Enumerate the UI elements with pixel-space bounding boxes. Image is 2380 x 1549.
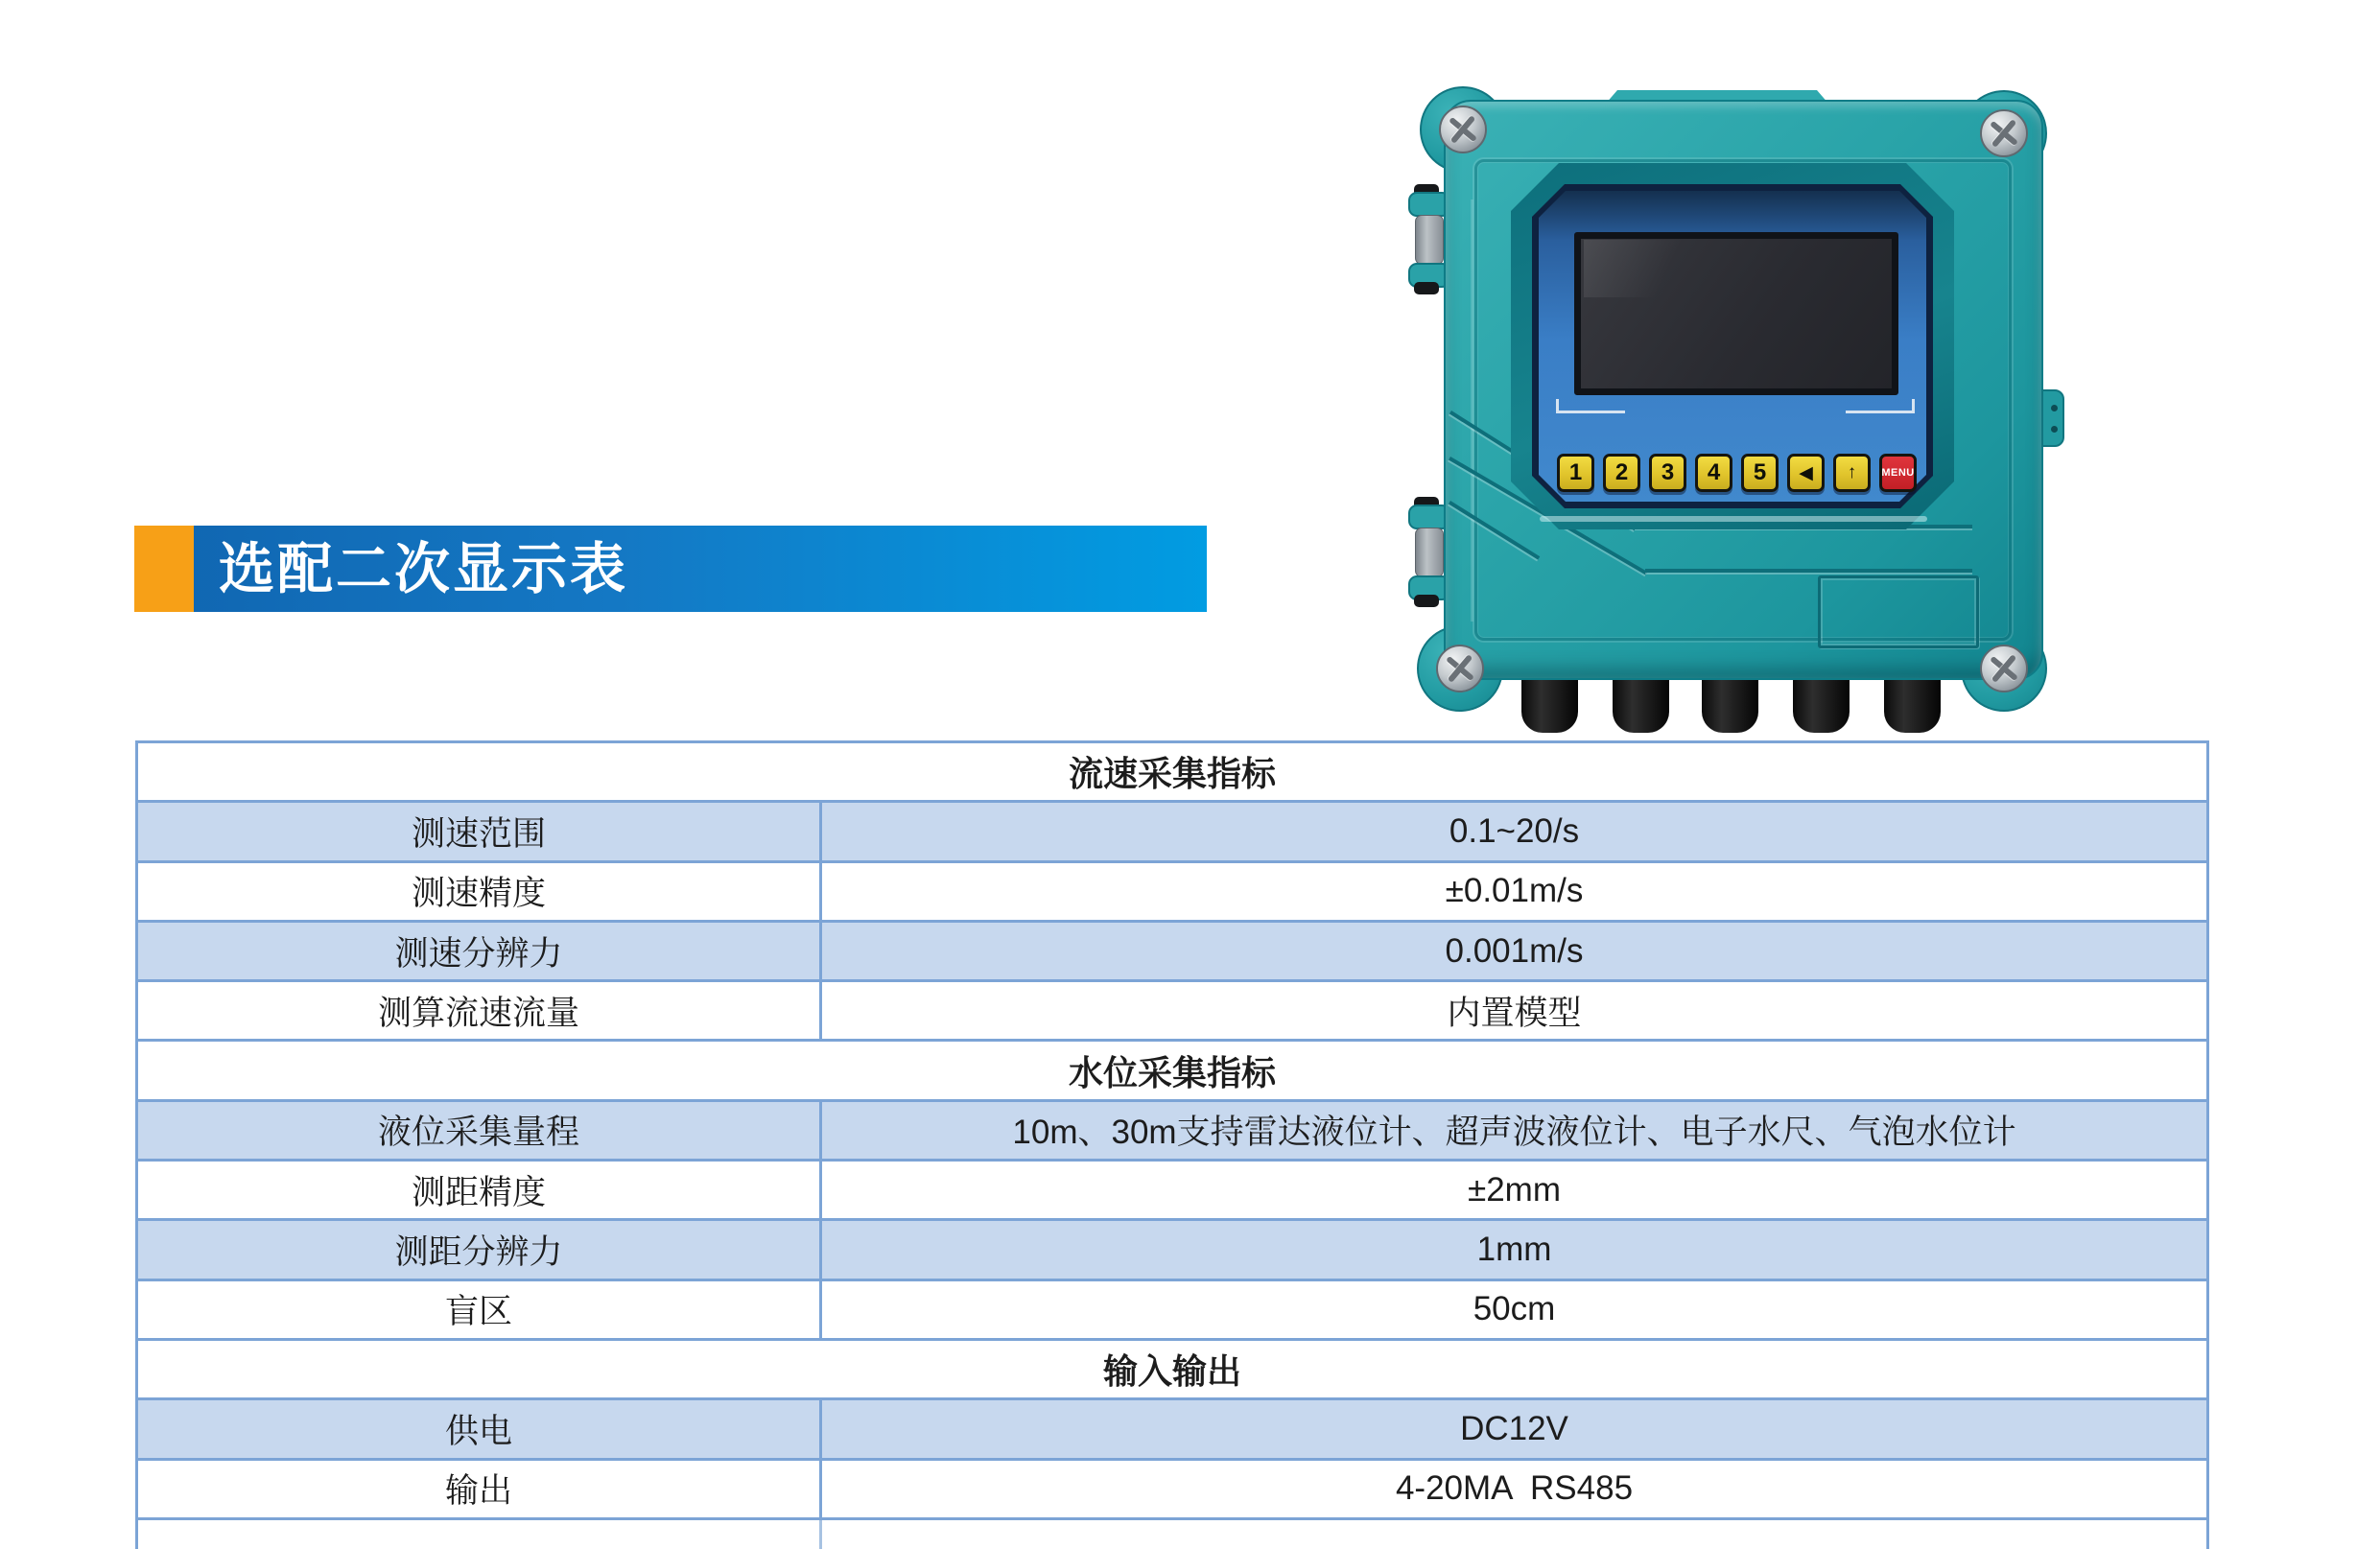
corner-screw bbox=[1980, 109, 2028, 157]
hinge-pin bbox=[1415, 215, 1444, 265]
panel-corner-mark bbox=[1912, 399, 1915, 411]
row-label: 测距精度 bbox=[138, 1162, 822, 1218]
row-label: 输出 bbox=[138, 1461, 822, 1517]
keypad-key-1: 1 bbox=[1557, 454, 1594, 492]
body-groove bbox=[1645, 569, 1972, 573]
keypad-key-◀: ◀ bbox=[1787, 454, 1825, 492]
row-label: 供电 bbox=[138, 1400, 822, 1457]
row-label: 测速精度 bbox=[138, 863, 822, 920]
table-section-row bbox=[138, 743, 2206, 803]
row-value: 4-20MA RS485 bbox=[1395, 1469, 1634, 1508]
table-row bbox=[138, 1461, 2206, 1520]
menu-key: MENU bbox=[1879, 454, 1917, 492]
row-value: ±0.01m/s bbox=[1445, 872, 1584, 910]
table-row bbox=[138, 1162, 2206, 1221]
bezel-sill-highlight bbox=[1540, 516, 1927, 522]
cable-gland bbox=[1702, 671, 1758, 733]
table-section-row bbox=[138, 1042, 2206, 1101]
cable-gland bbox=[1521, 671, 1578, 733]
keypad-key-2: 2 bbox=[1603, 454, 1640, 492]
table-row bbox=[138, 923, 2206, 982]
section-header-label: 输入输出 bbox=[1102, 1351, 1241, 1392]
table-row bbox=[138, 1102, 2206, 1162]
table-row bbox=[138, 982, 2206, 1042]
row-value: 0.1~20/s bbox=[1449, 811, 1580, 850]
keypad-key-↑: ↑ bbox=[1833, 454, 1871, 492]
row-value: 内置模型 bbox=[1447, 994, 1582, 1032]
hinge-pin bbox=[1415, 528, 1444, 577]
device-keypad bbox=[1557, 454, 1920, 492]
screen-reflection bbox=[1584, 240, 1699, 297]
row-value: DC12V bbox=[1460, 1409, 1568, 1447]
corner-screw bbox=[1980, 645, 2028, 692]
row-value: 0.001m/s bbox=[1445, 931, 1584, 970]
row-label: 测速范围 bbox=[138, 803, 822, 859]
cable-gland bbox=[1793, 671, 1850, 733]
table-row bbox=[138, 803, 2206, 862]
side-tab-hole bbox=[2051, 405, 2058, 411]
cable-gland bbox=[1613, 671, 1669, 733]
device-photo bbox=[1396, 84, 2077, 748]
table-row bbox=[138, 1281, 2206, 1341]
row-label: 液位采集量程 bbox=[138, 1102, 822, 1159]
row-value: ±2mm bbox=[1468, 1170, 1561, 1209]
table-row bbox=[138, 1400, 2206, 1460]
panel-corner-mark bbox=[1846, 411, 1915, 413]
table-row-clipped bbox=[138, 1520, 2206, 1549]
panel-corner-mark bbox=[1556, 399, 1559, 411]
side-tab bbox=[2041, 389, 2064, 447]
nameplate-recess bbox=[1818, 575, 1979, 648]
row-value: 50cm bbox=[1473, 1290, 1556, 1328]
panel-corner-mark bbox=[1556, 411, 1625, 413]
banner-accent-block bbox=[134, 526, 194, 612]
section-title: 选配二次显示表 bbox=[219, 538, 629, 600]
row-value: 10m、30m支持雷达液位计、超声波液位计、电子水尺、气泡水位计 bbox=[1012, 1114, 2016, 1152]
table-row bbox=[138, 1221, 2206, 1280]
cable-gland bbox=[1884, 671, 1941, 733]
hinge-bolt bbox=[1414, 595, 1439, 607]
hinge-bolt bbox=[1414, 282, 1439, 294]
section-banner bbox=[134, 526, 1207, 612]
body-edge-highlight bbox=[1471, 199, 1473, 622]
section-header-label: 流速采集指标 bbox=[1068, 754, 1276, 794]
keypad-key-3: 3 bbox=[1649, 454, 1686, 492]
row-label: 测速分辨力 bbox=[138, 923, 822, 979]
keypad-key-4: 4 bbox=[1695, 454, 1732, 492]
corner-screw bbox=[1436, 645, 1484, 692]
table-section-row bbox=[138, 1341, 2206, 1400]
row-label: 测距分辨力 bbox=[138, 1221, 822, 1278]
row-value: 1mm bbox=[1476, 1231, 1552, 1269]
keypad-key-5: 5 bbox=[1741, 454, 1779, 492]
row-label: 测算流速流量 bbox=[138, 982, 822, 1039]
spec-table bbox=[135, 740, 2209, 1549]
row-label: 盲区 bbox=[138, 1281, 822, 1338]
section-header-label: 水位采集指标 bbox=[1068, 1052, 1276, 1092]
side-tab-hole bbox=[2051, 426, 2058, 433]
table-row bbox=[138, 863, 2206, 923]
row-label bbox=[138, 1520, 822, 1549]
corner-screw bbox=[1439, 106, 1487, 153]
